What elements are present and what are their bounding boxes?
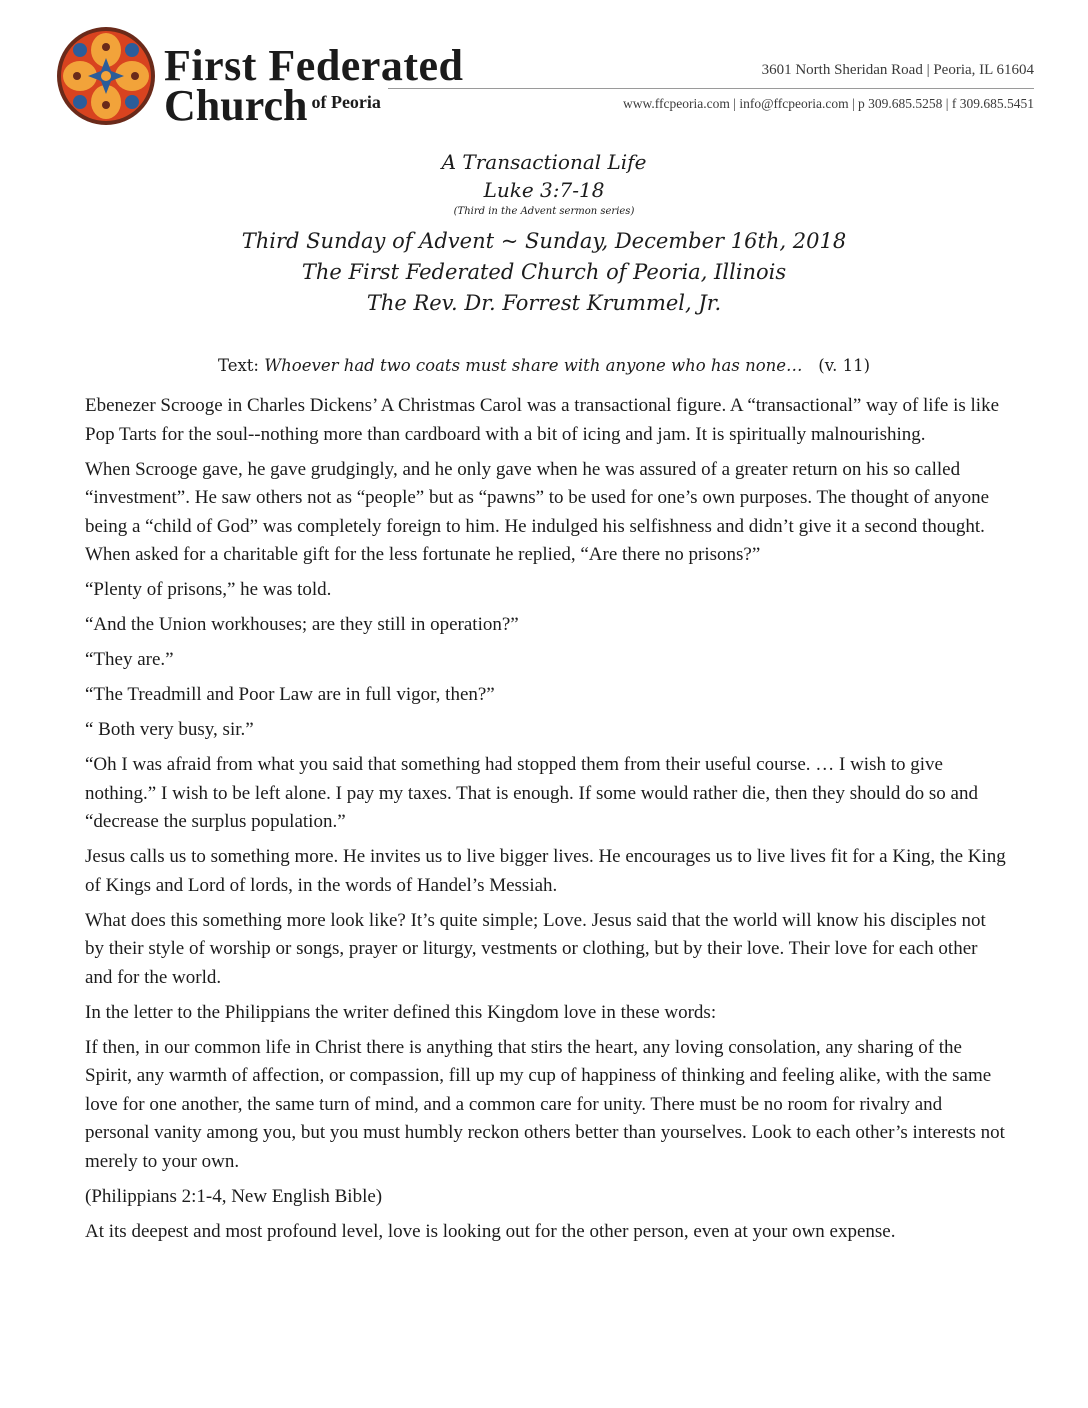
church-address: 3601 North Sheridan Road | Peoria, IL 61604 (761, 62, 1034, 78)
sermon-text-line (0, 356, 1088, 375)
paragraph: “ Both very busy, sir.” (85, 719, 254, 740)
block-quote: If then, in our common life in Christ there is anything that stirs the heart, any loving consolation, any sharing of the Spirit, any warmth of affection, or compassion, fill up my cup of happiness of thinking and feeling alike, with the same love for one another, the same turn of mind, and a common care for unity. There must be no room for rivalry and personal vanity among you, but you must humbly reckon others better than yourselves. Look to each other’s interests not merely to your own. (85, 1036, 1005, 1172)
sermon-preacher: The Rev. Dr. Forrest Krummel, Jr. (366, 291, 722, 315)
sermon-series-note: (Third in the Advent sermon series) (453, 206, 635, 217)
paragraph: When Scrooge gave, he gave grudgingly, and he only gave when he was assured of a greater return on his so called “investment”. He saw others not as “people” but as “pawns” to be used for one’s own purposes. The thought of anyone being a “child of God” was completely foreign to him. He indulged his selfishness and didn’t give it a second thought. When asked for a charitable gift for the less fortunate he replied, “Are there no prisons?” (85, 458, 990, 565)
sermon-occasion: Third Sunday of Advent ~ Sunday, December 16th, 2018 (241, 229, 847, 253)
paragraph: “The Treadmill and Poor Law are in full vigor, then?” (85, 684, 495, 705)
sermon-scripture: Luke 3:7-18 (483, 178, 605, 202)
paragraph: “They are.” (85, 649, 174, 670)
paragraph: In the letter to the Philippians the writer defined this Kingdom love in these words: (85, 1001, 717, 1023)
letterhead-divider (388, 88, 1034, 89)
paragraph: Jesus calls us to something more. He invites us to live bigger lives. He encourages us to live lives fit for a King, the King of Kings and Lord of lords, in the words of Handel’s Messiah. (85, 846, 1006, 896)
sermon-title: A Transactional Life (441, 150, 647, 174)
text-reference: (v. 11) (802, 356, 871, 375)
church-name-suffix: of Peoria (311, 92, 381, 112)
sermon-church: The First Federated Church of Peoria, Illinois (301, 260, 787, 284)
church-name-word: Church (164, 81, 308, 130)
paragraph: “And the Union workhouses; are they still in operation?” (85, 614, 519, 635)
letterhead (0, 0, 1088, 130)
sermon-heading (0, 148, 1088, 319)
paragraph: At its deepest and most profound level, love is looking out for the other person, even at your own expense. (85, 1220, 896, 1242)
quote-citation: (Philippians 2:1-4, New English Bible) (85, 1185, 383, 1207)
paragraph: “Oh I was afraid from what you said that something had stopped them from their useful course. … I wish to give nothing.” I wish to be left alone. I pay my taxes. That is enough. If some would rather die, then they should do so and “decrease the surplus population.” (85, 754, 978, 832)
church-name-line1: First Federated (164, 41, 464, 90)
paragraph: Ebenezer Scrooge in Charles Dickens’ A Christmas Carol was a transactional figure. A “transactional” way of life is like Pop Tarts for the soul--nothing more than cardboard with a bit of icing and jam. It is spiritually malnourishing. (85, 395, 1000, 445)
paragraph: What does this something more look like? It’s quite simple; Love. Jesus said that the world will know his disciples not by their style of worship or songs, prayer or liturgy, vestments or clothing, but by their love. Their love for each other and for the world. (85, 909, 986, 988)
text-quote: Whoever had two coats must share with anyone who has none… (264, 356, 803, 375)
church-name-line2 (164, 80, 381, 131)
church-logo-icon (56, 26, 156, 126)
text-label: Text: (217, 356, 265, 375)
paragraph: “Plenty of prisons,” he was told. (85, 579, 332, 600)
sermon-body (85, 392, 1007, 1253)
church-contact: www.ffcpeoria.com | info@ffcpeoria.com | p 309.685.5258 | f 309.685.5451 (623, 96, 1034, 111)
